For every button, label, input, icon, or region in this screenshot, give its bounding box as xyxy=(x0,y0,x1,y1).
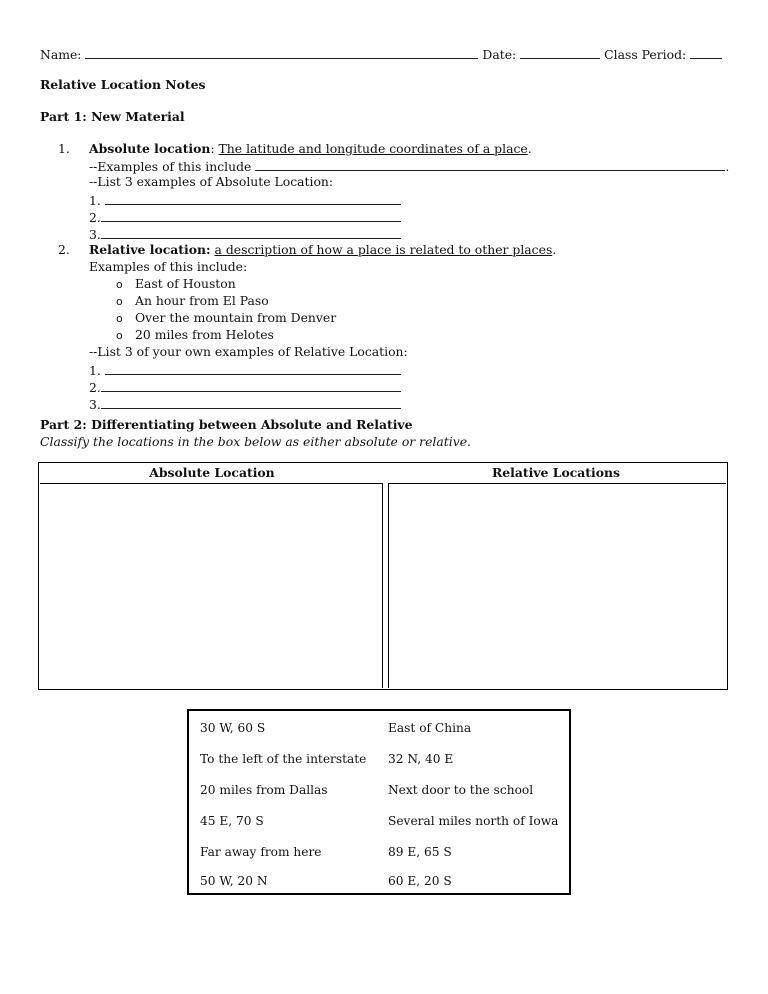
relative-column-area[interactable] xyxy=(388,483,726,688)
table-row xyxy=(189,875,569,895)
bullet-icon: o xyxy=(116,295,123,308)
location-option[interactable]: Several miles north of Iowa xyxy=(388,814,559,828)
header-line xyxy=(40,47,722,61)
absolute-blank-2: 2. xyxy=(89,210,401,224)
table-row xyxy=(189,753,569,773)
absolute-blank-3: 3. xyxy=(89,227,401,241)
bullet-icon: o xyxy=(116,312,123,325)
name-label: Name: xyxy=(40,47,82,62)
item2-list-prompt: --List 3 of your own examples of Relative Location: xyxy=(89,344,408,359)
relative-example-field-1[interactable] xyxy=(105,363,401,375)
location-option[interactable]: 30 W, 60 S xyxy=(200,721,266,735)
location-option[interactable]: East of China xyxy=(388,721,472,735)
class-period-field[interactable] xyxy=(690,47,722,59)
absolute-column-header: Absolute Location xyxy=(149,465,275,480)
table-row xyxy=(189,815,569,835)
date-label: Date: xyxy=(482,47,517,62)
table-row xyxy=(189,784,569,804)
locations-word-bank xyxy=(187,709,571,895)
bullet-icon: o xyxy=(116,278,123,291)
absolute-blank-1: 1. xyxy=(89,193,401,207)
location-option[interactable]: 32 N, 40 E xyxy=(388,752,454,766)
relative-example-field-3[interactable] xyxy=(101,397,401,409)
absolute-column-area[interactable] xyxy=(40,483,383,688)
location-option[interactable]: 50 W, 20 N xyxy=(200,874,268,888)
relative-example-2: An hour from El Paso xyxy=(135,293,269,308)
date-field[interactable] xyxy=(520,47,600,59)
page-title: Relative Location Notes xyxy=(40,77,206,92)
item2-definition-line: Relative location: a description of how a place is related to other places. xyxy=(89,242,557,257)
location-option[interactable]: Far away from here xyxy=(200,845,322,859)
item1-examples-line: --Examples of this include . xyxy=(89,159,730,174)
relative-location-definition: a description of how a place is related to other places xyxy=(214,242,553,257)
absolute-example-field-3[interactable] xyxy=(101,227,401,239)
absolute-location-term: Absolute location xyxy=(89,141,211,156)
location-option[interactable]: 60 E, 20 S xyxy=(388,874,452,888)
absolute-example-field-1[interactable] xyxy=(105,193,401,205)
item1-number: 1. xyxy=(58,141,70,156)
absolute-example-field-2[interactable] xyxy=(101,210,401,222)
relative-blank-1: 1. xyxy=(89,363,401,377)
part2-instruction: Classify the locations in the box below as either absolute or relative. xyxy=(40,434,471,449)
relative-blank-3: 3. xyxy=(89,397,401,411)
relative-column-header: Relative Locations xyxy=(492,465,620,480)
part1-heading: Part 1: New Material xyxy=(40,109,185,124)
classification-box xyxy=(38,462,728,690)
class-period-label: Class Period: xyxy=(604,47,687,62)
absolute-examples-field[interactable] xyxy=(255,159,725,171)
part2-heading: Part 2: Differentiating between Absolute and Relative xyxy=(40,417,413,432)
relative-example-field-2[interactable] xyxy=(101,380,401,392)
relative-blank-2: 2. xyxy=(89,380,401,394)
table-row xyxy=(189,722,569,742)
location-option[interactable]: 20 miles from Dallas xyxy=(200,783,328,797)
location-option[interactable]: 45 E, 70 S xyxy=(200,814,264,828)
item2-examples-prompt: Examples of this include: xyxy=(89,259,248,274)
absolute-location-definition: The latitude and longitude coordinates of a place xyxy=(218,141,528,156)
relative-example-4: 20 miles from Helotes xyxy=(135,327,274,342)
location-option[interactable]: To the left of the interstate xyxy=(200,752,367,766)
relative-example-1: East of Houston xyxy=(135,276,236,291)
table-row xyxy=(189,846,569,866)
item2-number: 2. xyxy=(58,242,70,257)
location-option[interactable]: Next door to the school xyxy=(388,783,534,797)
item1-list-prompt: --List 3 examples of Absolute Location: xyxy=(89,174,334,189)
location-option[interactable]: 89 E, 65 S xyxy=(388,845,452,859)
name-field[interactable] xyxy=(85,47,478,59)
relative-location-term: Relative location: xyxy=(89,242,211,257)
item1-definition-line: Absolute location: The latitude and longitude coordinates of a place. xyxy=(89,141,532,156)
relative-example-3: Over the mountain from Denver xyxy=(135,310,337,325)
bullet-icon: o xyxy=(116,329,123,342)
